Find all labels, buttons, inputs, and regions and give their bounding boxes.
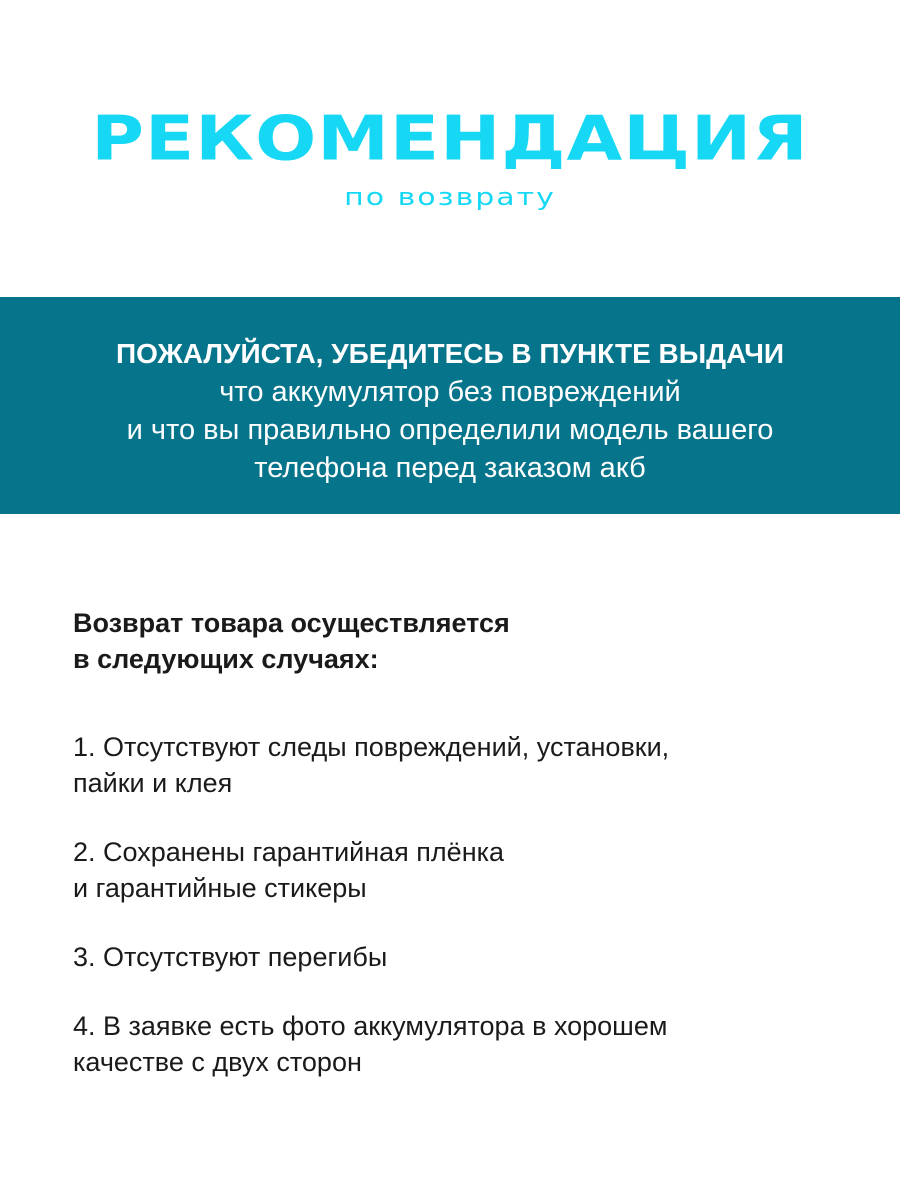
condition-line: 1. Отсутствуют следы повреждений, установки, — [73, 732, 670, 762]
heading-line: в следующих случаях: — [73, 644, 379, 674]
notice-line: и что вы правильно определили модель вашего — [126, 414, 774, 446]
condition-item-4 — [73, 1008, 853, 1080]
condition-item-3 — [73, 939, 853, 975]
page-subtitle: по возврату — [344, 183, 556, 212]
condition-line: 2. Сохранены гарантийная плёнка — [73, 837, 505, 867]
return-conditions — [73, 605, 853, 1113]
condition-item-2 — [73, 834, 853, 906]
condition-line: и гарантийные стикеры — [73, 873, 367, 903]
notice-banner — [0, 297, 900, 514]
notice-line: что аккумулятор без повреждений — [219, 376, 681, 408]
notice-line: телефона перед заказом акб — [254, 452, 646, 484]
condition-line: пайки и клея — [73, 768, 233, 798]
page-title: РЕКОМЕНДАЦИЯ — [91, 102, 809, 174]
notice-headline: ПОЖАЛУЙСТА, УБЕДИТЕСЬ В ПУНКТЕ ВЫДАЧИ — [115, 338, 784, 369]
heading-line: Возврат товара осуществляется — [73, 608, 510, 638]
condition-line: качестве с двух сторон — [73, 1047, 362, 1077]
return-conditions-heading — [73, 605, 853, 677]
condition-line: 4. В заявке есть фото аккумулятора в хорошем — [73, 1011, 668, 1041]
condition-line: 3. Отсутствуют перегибы — [73, 942, 388, 972]
condition-item-1 — [73, 729, 853, 801]
